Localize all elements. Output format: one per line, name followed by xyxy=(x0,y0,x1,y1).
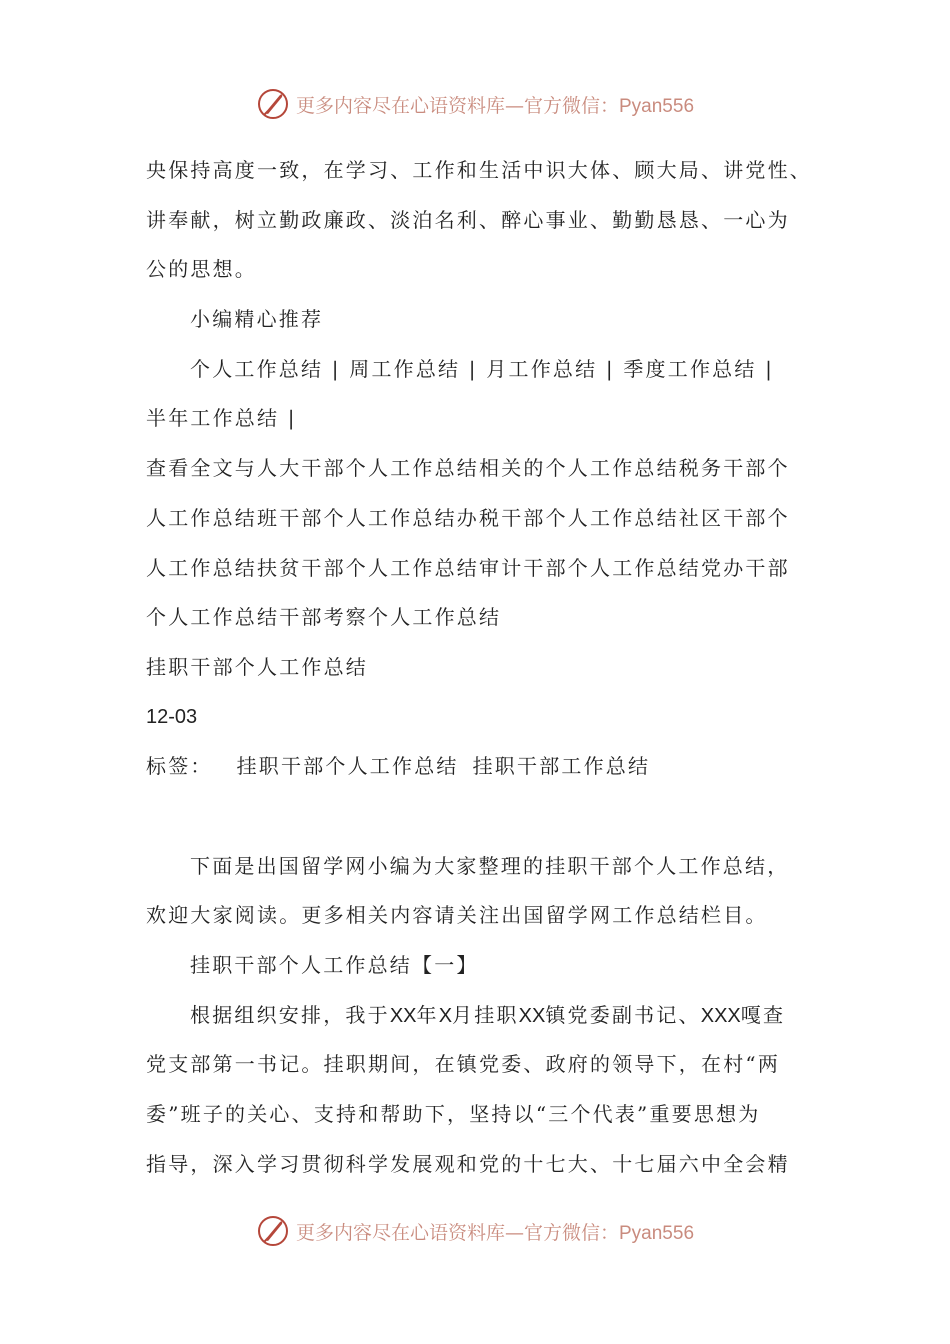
paragraph-line: 公的思想。 xyxy=(146,257,257,282)
related-articles-line[interactable]: 个人工作总结干部考察个人工作总结 xyxy=(146,605,502,630)
body-paragraph-line: 指导，深入学习贯彻科学发展观和党的十七大、十七届六中全会精 xyxy=(146,1151,790,1176)
lead-paragraph-line: 欢迎大家阅读。更多相关内容请关注出国留学网工作总结栏目。 xyxy=(146,903,768,928)
watermark-banner-bottom xyxy=(0,1211,950,1251)
body-paragraph-line: 根据组织安排，我于XX年X月挂职XX镇党委副书记、XXX嘎查 xyxy=(190,1002,786,1027)
lead-paragraph-line: 下面是出国留学网小编为大家整理的挂职干部个人工作总结， xyxy=(190,853,790,878)
document-body xyxy=(146,146,812,1189)
tag-list xyxy=(146,742,808,792)
article-date: 12-03 xyxy=(146,705,198,728)
tag-item[interactable]: 挂职干部个人工作总结 xyxy=(236,754,459,779)
watermark-account: Pyan556 xyxy=(619,95,695,117)
body-paragraph-line: 党支部第一书记。挂职期间，在镇党委、政府的领导下，在村“两 xyxy=(146,1052,781,1077)
watermark-account: Pyan556 xyxy=(619,1222,695,1244)
section-heading: 挂职干部个人工作总结【一】 xyxy=(190,953,479,977)
related-articles-line[interactable]: 人工作总结扶贫干部个人工作总结审计干部个人工作总结党办干部 xyxy=(146,555,790,580)
related-articles-line[interactable]: 人工作总结班干部个人工作总结办税干部个人工作总结社区干部个 xyxy=(146,505,790,530)
related-articles-line[interactable]: 查看全文与人大干部个人工作总结相关的个人工作总结税务干部个 xyxy=(146,456,790,481)
quill-logo-icon xyxy=(256,1214,290,1248)
recommend-heading: 小编精心推荐 xyxy=(190,307,324,332)
tags-label: 标签： xyxy=(146,754,213,779)
body-paragraph-line: 委”班子的关心、支持和帮助下，坚持以“三个代表”重要思想为 xyxy=(146,1102,761,1127)
blank-line xyxy=(146,792,808,842)
article-title: 挂职干部个人工作总结 xyxy=(146,654,368,679)
recommend-links[interactable]: 个人工作总结 | 周工作总结 | 月工作总结 | 季度工作总结 | xyxy=(190,356,775,381)
paragraph-line: 讲奉献，树立勤政廉政、淡泊名利、醉心事业、勤勤恳恳、一心为 xyxy=(146,207,790,232)
recommend-links[interactable]: 半年工作总结 | xyxy=(146,406,297,431)
paragraph-line: 央保持高度一致，在学习、工作和生活中识大体、顾大局、讲党性、 xyxy=(146,158,812,182)
watermark-text: 更多内容尽在心语资料库—官方微信： xyxy=(295,1221,619,1244)
watermark-banner-top xyxy=(0,84,950,124)
watermark-text: 更多内容尽在心语资料库—官方微信： xyxy=(295,94,619,117)
quill-logo-icon xyxy=(256,87,290,121)
tag-item[interactable]: 挂职干部工作总结 xyxy=(472,754,651,779)
